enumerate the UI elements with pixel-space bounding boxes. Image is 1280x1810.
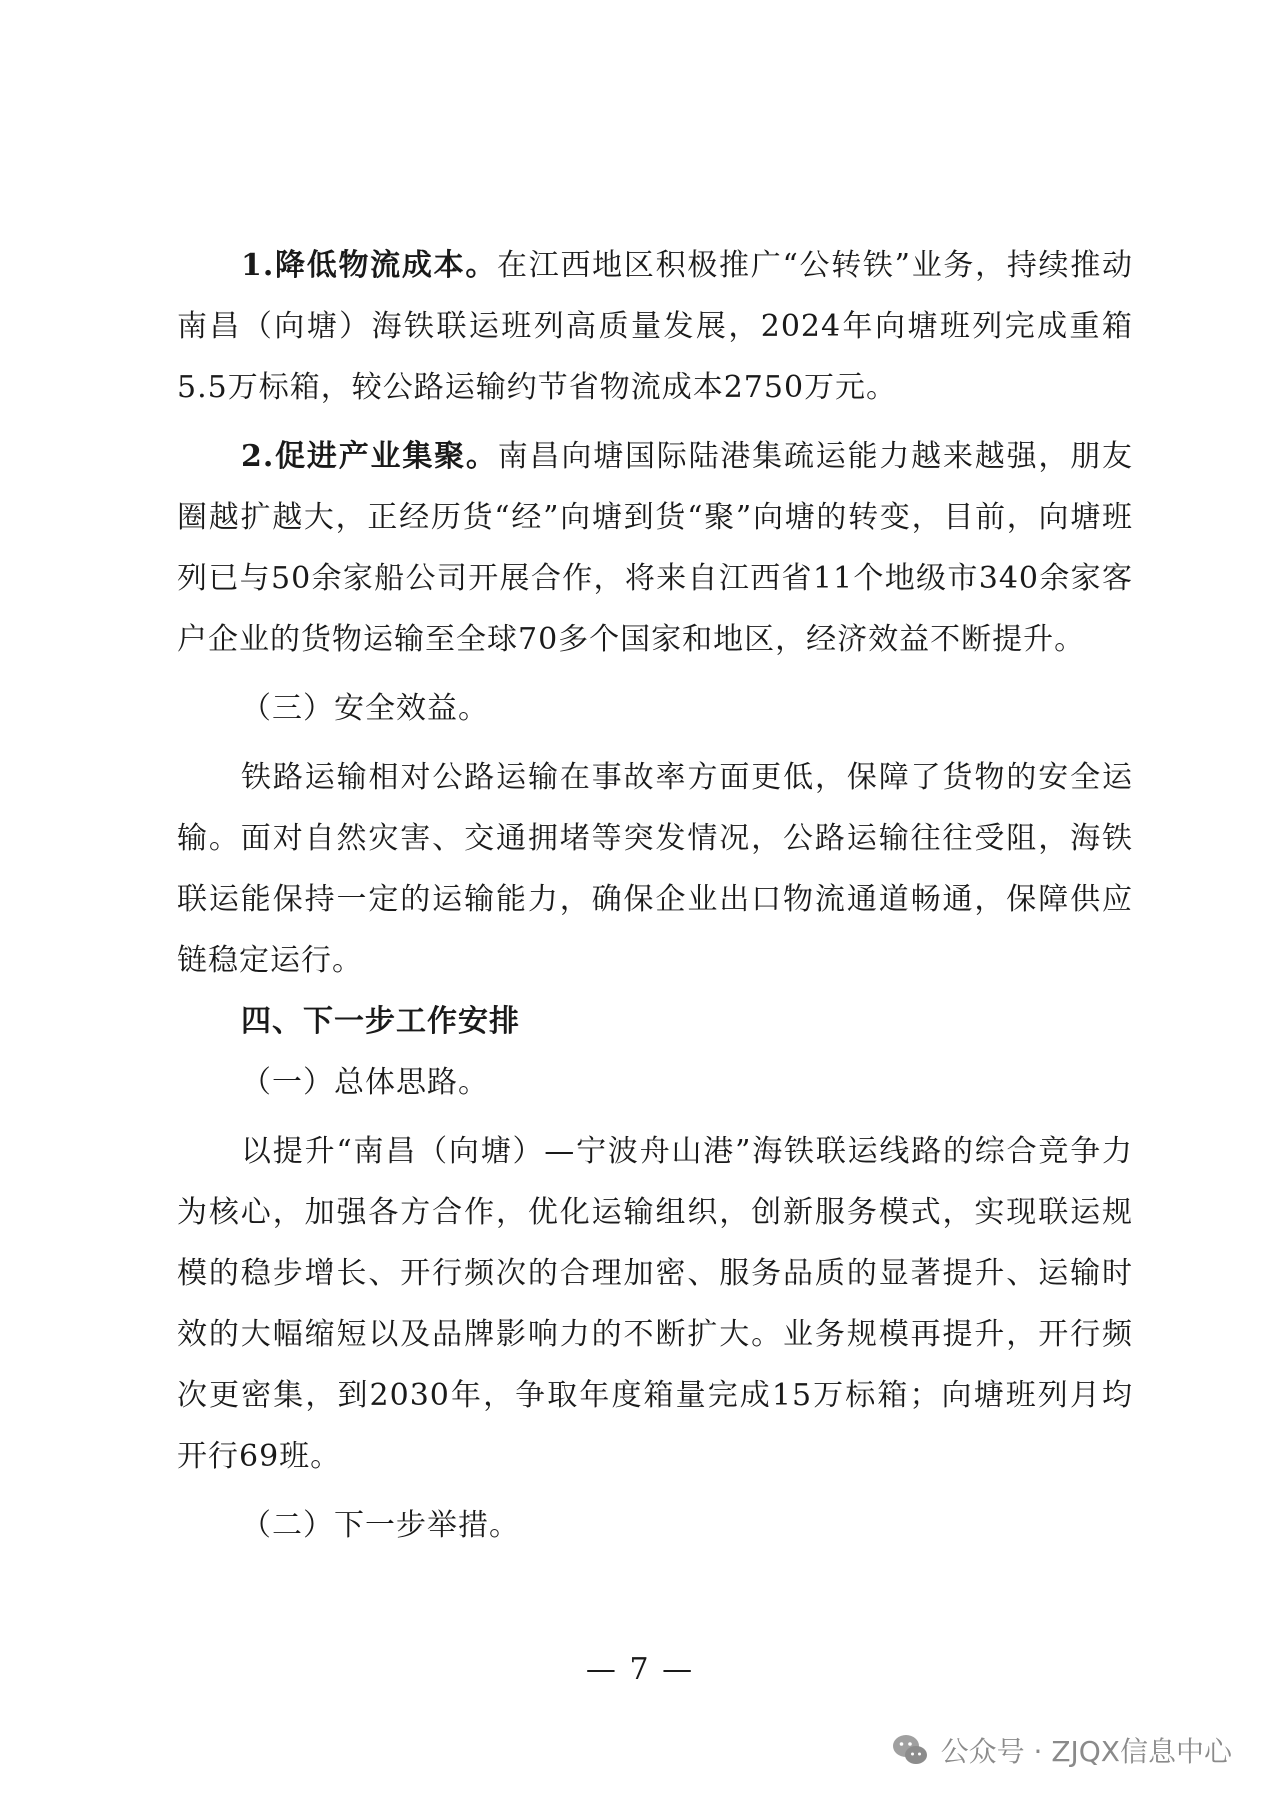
heading-safety-benefit: （三）安全效益。 bbox=[241, 691, 489, 726]
document-body bbox=[177, 235, 1133, 1556]
spacer bbox=[177, 1487, 1133, 1495]
paragraph-text: 在江西地区积极推广“公转铁”业务，持续推动南昌（向塘）海铁联运班列高质量发展，2024年向塘班列完成重箱5.5万标箱，较公路运输约节省物流成本2750万元。 bbox=[177, 248, 1133, 405]
paragraph-industry-cluster bbox=[177, 426, 1133, 670]
heading-next-steps: 四、下一步工作安排 bbox=[241, 1004, 520, 1039]
paragraph-lead: 1.降低物流成本。 bbox=[241, 248, 498, 283]
watermark bbox=[889, 1724, 1232, 1776]
paragraph-text: 南昌向塘国际陆港集疏运能力越来越强，朋友圈越扩越大，正经历货“经”向塘到货“聚”向塘的转变，目前，向塘班列已与50余家船公司开展合作，将来自江西省11个地级市340余家客户企业的货物运输至全球70多个国家和地区，经济效益不断提升。 bbox=[177, 439, 1133, 657]
page-number: — 7 — bbox=[585, 1652, 695, 1687]
wechat-icon bbox=[889, 1729, 931, 1771]
paragraph-overall: 以提升“南昌（向塘）—宁波舟山港”海铁联运线路的综合竞争力为核心，加强各方合作，优化运输组织，创新服务模式，实现联运规模的稳步增长、开行频次的合理加密、服务品质的显著提升、运输时效的大幅缩短以及品牌影响力的不断扩大。业务规模再提升，开行频次更密集，到2030年，争取年度箱量完成15万标箱；向塘班列月均开行69班。 bbox=[177, 1134, 1133, 1474]
paragraph-lead: 2.促进产业集聚。 bbox=[241, 439, 498, 474]
paragraph-safety: 铁路运输相对公路运输在事故率方面更低，保障了货物的安全运输。面对自然灾害、交通拥堵等突发情况，公路运输往往受阻，海铁联运能保持一定的运输能力，确保企业出口物流通道畅通，保障供应链稳定运行。 bbox=[177, 760, 1133, 978]
spacer bbox=[177, 418, 1133, 426]
paragraph-logistics-cost bbox=[177, 235, 1133, 418]
heading-overall-approach: （一）总体思路。 bbox=[241, 1065, 489, 1100]
spacer bbox=[177, 1113, 1133, 1121]
spacer bbox=[177, 670, 1133, 678]
watermark-text: 公众号 · ZJQX信息中心 bbox=[940, 1735, 1232, 1768]
heading-measures: （二）下一步举措。 bbox=[241, 1508, 520, 1543]
spacer bbox=[177, 739, 1133, 747]
